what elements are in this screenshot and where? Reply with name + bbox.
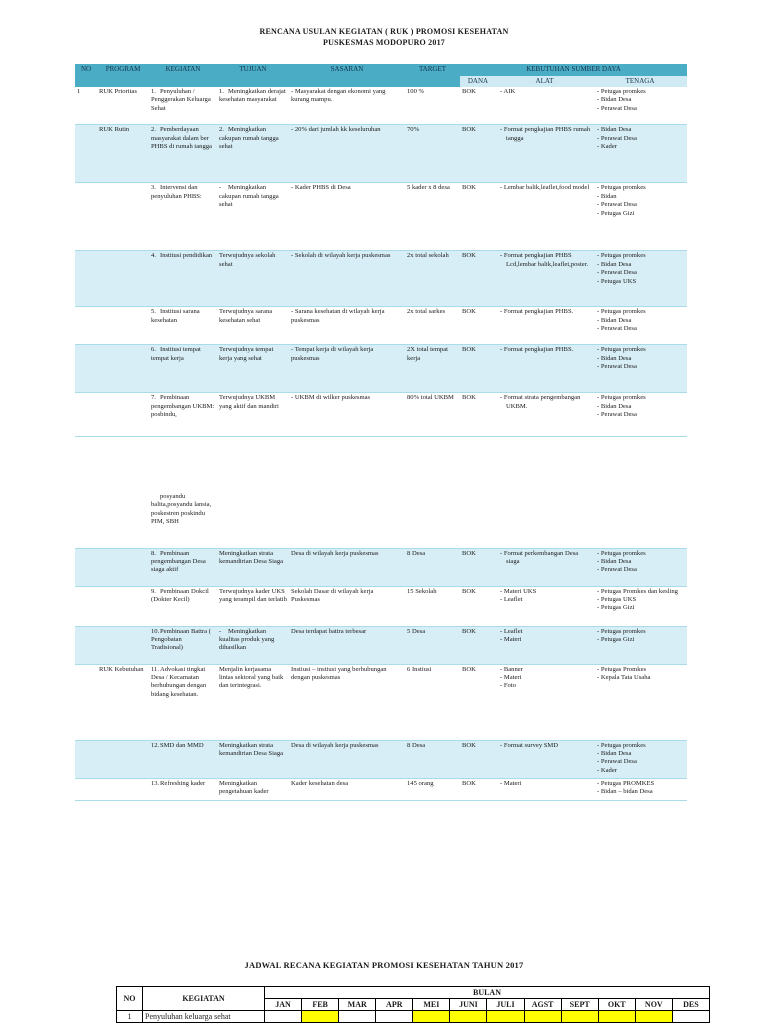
table-row bbox=[75, 626, 687, 664]
month-juli: JULI bbox=[487, 999, 524, 1011]
alat-item: - Format perkembangan Desa siaga bbox=[500, 549, 579, 565]
cell-sasaran: - Masyarakat dengan ekonomi yang kurang mampu. bbox=[289, 87, 405, 125]
cell-tujuan bbox=[217, 307, 289, 345]
alat-item: - Format pengkajian PHBS. bbox=[500, 308, 574, 316]
cell-program: RUK Kebutuhan bbox=[97, 664, 149, 740]
schedule-cell-filled bbox=[302, 1011, 339, 1023]
tujuan-text: Terwujudnya tempat kerja yang sehat bbox=[219, 346, 274, 362]
cell-tenaga bbox=[593, 183, 687, 251]
header-tenaga: TENAGA bbox=[593, 75, 687, 86]
cell-tujuan bbox=[217, 664, 289, 740]
table-row bbox=[75, 345, 687, 393]
schedule-cell-filled bbox=[635, 1011, 672, 1023]
tenaga-item: - Bidan Desa bbox=[597, 354, 632, 362]
table-row bbox=[75, 87, 687, 125]
cell-target: 100 % bbox=[405, 87, 460, 125]
kegiatan-text: Advokasi tingkat Desa / Kecamatan berhubungan dengan bidang kesehatan. bbox=[151, 665, 207, 698]
cell-no bbox=[75, 393, 97, 437]
tujuan-text: Terwujudnya sarana kesehatan sehat bbox=[219, 308, 273, 324]
header-dana: DANA bbox=[460, 75, 496, 86]
cell-tujuan bbox=[217, 251, 289, 307]
cell-tujuan bbox=[217, 626, 289, 664]
cell-no bbox=[75, 740, 97, 778]
tujuan-text: Meningkatkan cakupan rumah tangga sehat bbox=[219, 184, 279, 209]
cell-tenaga bbox=[593, 125, 687, 183]
kegiatan-number: 6. bbox=[151, 346, 156, 354]
header-kebutuhan: KEBUTUHAN SUMBER DAYA bbox=[460, 64, 687, 75]
kegiatan-number: 8. bbox=[151, 549, 156, 557]
tenaga-item: - Petugas promkes bbox=[597, 549, 646, 557]
schedule-header-bulan: BULAN bbox=[265, 987, 710, 999]
cell-tujuan bbox=[217, 778, 289, 800]
tenaga-item: - Petugas promkes bbox=[597, 394, 646, 402]
cell-program bbox=[97, 778, 149, 800]
schedule-cell-empty bbox=[376, 1011, 413, 1023]
kegiatan-number: 3. bbox=[151, 184, 156, 192]
tenaga-item: - Bidan bbox=[597, 192, 617, 200]
cell-dana: BOK bbox=[460, 183, 496, 251]
cell-dana bbox=[460, 492, 496, 548]
cell-tenaga bbox=[593, 586, 687, 626]
kegiatan-number: 1. bbox=[151, 87, 156, 95]
tenaga-item: - Perawat Desa bbox=[597, 104, 637, 112]
schedule-row-kegiatan: Penyuluhan keluarga sehat bbox=[143, 1011, 265, 1023]
alat-item: - Leaflet bbox=[500, 627, 523, 635]
cell-dana: BOK bbox=[460, 87, 496, 125]
cell-sasaran: Desa terdapat battra terbesar bbox=[289, 626, 405, 664]
cell-tenaga bbox=[593, 251, 687, 307]
schedule-cell-filled bbox=[598, 1011, 635, 1023]
cell-target: 8 Desa bbox=[405, 548, 460, 586]
ruk-table bbox=[75, 64, 687, 437]
cell-tenaga bbox=[593, 740, 687, 778]
tenaga-item: - Petugas Promkes dan kesling bbox=[597, 587, 678, 595]
tujuan-text: Meningkatkan cakupan rumah tangga sehat bbox=[219, 126, 279, 151]
kegiatan-number: 11. bbox=[151, 665, 159, 673]
alat-item: - Materi UKS bbox=[500, 587, 537, 595]
cell-dana: BOK bbox=[460, 548, 496, 586]
cell-tujuan bbox=[217, 87, 289, 125]
cell-target: 80% total UKBM bbox=[405, 393, 460, 437]
tujuan-text: Meningkatkan pengetahuan kader bbox=[219, 779, 269, 795]
tenaga-item: - Bidan Desa bbox=[597, 402, 632, 410]
cell-kegiatan bbox=[149, 492, 217, 548]
cell-dana: BOK bbox=[460, 664, 496, 740]
month-agst: AGST bbox=[524, 999, 561, 1011]
cell-tenaga bbox=[593, 548, 687, 586]
tenaga-item: - Bidan Desa bbox=[597, 316, 632, 324]
cell-tenaga bbox=[593, 307, 687, 345]
cell-program: RUK Prioritas bbox=[97, 87, 149, 125]
kegiatan-number: 7. bbox=[151, 394, 156, 402]
cell-tenaga bbox=[593, 778, 687, 800]
tujuan-text: Meningkatkan kualitas produk yang dihasilkan bbox=[219, 627, 275, 652]
cell-program bbox=[97, 307, 149, 345]
cell-target: 70% bbox=[405, 125, 460, 183]
cell-no bbox=[75, 586, 97, 626]
tenaga-item: - Kader bbox=[597, 143, 617, 151]
cell-target: 5 Desa bbox=[405, 626, 460, 664]
tenaga-item: - Bidan Desa bbox=[597, 260, 632, 268]
cell-alat bbox=[496, 251, 593, 307]
cell-target: 2x total sarkes bbox=[405, 307, 460, 345]
document-subtitle: PUSKESMAS MODOPURO 2017 bbox=[323, 38, 445, 47]
alat-item: - Format pengkajian PHBS. bbox=[500, 346, 574, 354]
tujuan-text: Terwujudnya sekolah sehat bbox=[219, 252, 276, 268]
alat-item: - Format strata pengembangan UKBM. bbox=[500, 394, 581, 410]
cell-alat bbox=[496, 87, 593, 125]
cell-tenaga bbox=[593, 345, 687, 393]
ruk-table-continued-body bbox=[75, 492, 687, 800]
kegiatan-text: Institusi sarana kesehatan bbox=[151, 308, 200, 324]
kegiatan-text: Refreshing kader bbox=[160, 779, 206, 787]
cell-kegiatan bbox=[149, 586, 217, 626]
tenaga-item: - Petugas promkes bbox=[597, 252, 646, 260]
tujuan-number: - bbox=[219, 627, 222, 635]
cell-no bbox=[75, 492, 97, 548]
month-okt: OKT bbox=[598, 999, 635, 1011]
month-mar: MAR bbox=[339, 999, 376, 1011]
tenaga-item: - Perawat Desa bbox=[597, 201, 637, 209]
cell-alat bbox=[496, 626, 593, 664]
cell-no bbox=[75, 251, 97, 307]
table-row bbox=[75, 307, 687, 345]
cell-sasaran: Desa di wilayah kerja puskesmas bbox=[289, 740, 405, 778]
tenaga-item: - Petugas promkes bbox=[597, 627, 646, 635]
kegiatan-text: Pemberdayaan masyarakat dalam ber PHBS di rumah tangga bbox=[151, 126, 212, 151]
kegiatan-text: posyandu balita,posyandu lansia, poskestren poskindu PIM, SBH bbox=[151, 493, 212, 526]
kegiatan-number: 4. bbox=[151, 252, 156, 260]
cell-program bbox=[97, 548, 149, 586]
cell-tujuan bbox=[217, 548, 289, 586]
cell-no: 1 bbox=[75, 87, 97, 125]
tujuan-text: Menjalin kerjasama lintas sektoral yang baik dan terintegrasi. bbox=[219, 665, 284, 690]
schedule-cell-filled bbox=[450, 1011, 487, 1023]
tujuan-text: Meningkatkan strata kemandirian Desa Siaga bbox=[219, 741, 284, 757]
kegiatan-text: Pembinaan pengembangan UKBM: posbindu, bbox=[151, 394, 215, 419]
kegiatan-text: Intervensi dan penyuluhan PHBS: bbox=[151, 184, 202, 200]
cell-alat bbox=[496, 586, 593, 626]
cell-sasaran: - Sekolah di wilayah kerja puskesmas bbox=[289, 251, 405, 307]
alat-item: - Banner bbox=[500, 665, 523, 673]
alat-item: - Format survey SMD bbox=[500, 741, 559, 749]
cell-dana: BOK bbox=[460, 345, 496, 393]
cell-tenaga bbox=[593, 87, 687, 125]
cell-alat bbox=[496, 183, 593, 251]
schedule-row-no: 1 bbox=[117, 1011, 143, 1023]
cell-tujuan bbox=[217, 492, 289, 548]
tenaga-item: - Perawat Desa bbox=[597, 134, 637, 142]
cell-target: 2X total tempat kerja bbox=[405, 345, 460, 393]
schedule-row bbox=[117, 1011, 710, 1023]
cell-kegiatan bbox=[149, 87, 217, 125]
kegiatan-text: Pembinaan pengembangan Desa siaga aktif bbox=[151, 549, 206, 574]
header-no: NO bbox=[75, 64, 97, 75]
cell-program: RUK Rutin bbox=[97, 125, 149, 183]
header-tujuan: TUJUAN bbox=[217, 64, 289, 75]
tenaga-item: - Petugas UKS bbox=[597, 277, 637, 285]
tenaga-item: - Petugas promkes bbox=[597, 87, 646, 95]
cell-kegiatan bbox=[149, 548, 217, 586]
tujuan-number: - bbox=[219, 184, 222, 192]
alat-item: - Format pengkajian PHBS Lcd,lembar balik,leaflet,poster. bbox=[500, 252, 589, 268]
alat-item: - Leaflet bbox=[500, 595, 523, 603]
tenaga-item: - Petugas promkes bbox=[597, 308, 646, 316]
document-title: RENCANA USULAN KEGIATAN ( RUK ) PROMOSI KESEHATAN bbox=[259, 27, 509, 36]
cell-program bbox=[97, 345, 149, 393]
cell-no bbox=[75, 548, 97, 586]
month-apr: APR bbox=[376, 999, 413, 1011]
cell-tenaga bbox=[593, 626, 687, 664]
cell-program bbox=[97, 183, 149, 251]
alat-item: - Format pengkajian PHBS rumah tangga bbox=[500, 126, 591, 142]
month-sept: SEPT bbox=[561, 999, 598, 1011]
kegiatan-text: Pembinaan Dokcil (Dokter Kecil) bbox=[151, 587, 209, 603]
tenaga-item: - Petugas promkes bbox=[597, 346, 646, 354]
cell-tujuan bbox=[217, 345, 289, 393]
tujuan-number: 1. bbox=[219, 87, 224, 95]
tujuan-text: Meningkatkan strata kemandirian Desa Siaga bbox=[219, 549, 284, 565]
header-target: TARGET bbox=[405, 64, 460, 75]
cell-no bbox=[75, 307, 97, 345]
header-blank bbox=[75, 75, 460, 86]
alat-item: - Foto bbox=[500, 682, 516, 690]
tenaga-item: - Perawat Desa bbox=[597, 758, 637, 766]
tenaga-item: - Perawat Desa bbox=[597, 411, 637, 419]
cell-alat bbox=[496, 393, 593, 437]
month-juni: JUNI bbox=[450, 999, 487, 1011]
cell-kegiatan bbox=[149, 251, 217, 307]
cell-tenaga bbox=[593, 492, 687, 548]
tenaga-item: - Bidan – bidan Desa bbox=[597, 787, 653, 795]
schedule-cell-empty bbox=[339, 1011, 376, 1023]
cell-kegiatan bbox=[149, 664, 217, 740]
header-kegiatan: KEGIATAN bbox=[149, 64, 217, 75]
cell-program bbox=[97, 740, 149, 778]
cell-dana: BOK bbox=[460, 251, 496, 307]
cell-program bbox=[97, 251, 149, 307]
alat-item: - AIK bbox=[500, 87, 516, 95]
month-nov: NOV bbox=[635, 999, 672, 1011]
schedule-cell-filled bbox=[413, 1011, 450, 1023]
table-row bbox=[75, 125, 687, 183]
cell-alat bbox=[496, 778, 593, 800]
cell-sasaran: - Kader PHBS di Desa bbox=[289, 183, 405, 251]
kegiatan-number: 12. bbox=[151, 741, 160, 749]
tenaga-item: - Perawat Desa bbox=[597, 269, 637, 277]
cell-sasaran: Instiusi – instiusi yang berhubungan dengan puskesmas bbox=[289, 664, 405, 740]
cell-sasaran: - UKBM di wilker puskesmas bbox=[289, 393, 405, 437]
alat-item: - Lembar balik,leaflet,food model bbox=[500, 184, 590, 192]
tenaga-item: - Bidan Desa bbox=[597, 96, 632, 104]
schedule-header-no: NO bbox=[117, 987, 143, 1011]
tenaga-item: - Perawat Desa bbox=[597, 566, 637, 574]
alat-item: - Materi bbox=[500, 635, 522, 643]
cell-program bbox=[97, 626, 149, 664]
cell-alat bbox=[496, 307, 593, 345]
cell-no bbox=[75, 345, 97, 393]
table-row bbox=[75, 586, 687, 626]
tenaga-item: - Bidan Desa bbox=[597, 749, 632, 757]
tenaga-item: - Petugas Gizi bbox=[597, 604, 635, 612]
tenaga-item: - Petugas PROMKES bbox=[597, 779, 655, 787]
alat-item: - Materi bbox=[500, 779, 522, 787]
cell-sasaran: Sekolah Dasar di wilayah kerja Puskesmas bbox=[289, 586, 405, 626]
schedule-cell-filled bbox=[524, 1011, 561, 1023]
tenaga-item: - Petugas promkes bbox=[597, 184, 646, 192]
cell-dana: BOK bbox=[460, 393, 496, 437]
cell-alat bbox=[496, 548, 593, 586]
cell-kegiatan bbox=[149, 183, 217, 251]
month-jan: JAN bbox=[265, 999, 302, 1011]
schedule-cell-filled bbox=[561, 1011, 598, 1023]
cell-no bbox=[75, 125, 97, 183]
tenaga-item: - Bidan Desa bbox=[597, 126, 632, 134]
cell-alat bbox=[496, 492, 593, 548]
cell-tujuan bbox=[217, 393, 289, 437]
cell-kegiatan bbox=[149, 778, 217, 800]
cell-tujuan bbox=[217, 740, 289, 778]
header-sasaran: SASARAN bbox=[289, 64, 405, 75]
tujuan-text: Terwujudnya UKBM yang aktif dan mandiri bbox=[219, 394, 279, 410]
cell-kegiatan bbox=[149, 307, 217, 345]
cell-no bbox=[75, 778, 97, 800]
tujuan-text: Terwujudnya kader UKS yang terampil dan terlatih bbox=[219, 587, 287, 603]
cell-sasaran: - Tempat kerja di wilayah kerja puskesmas bbox=[289, 345, 405, 393]
schedule-table bbox=[116, 986, 710, 1023]
cell-sasaran: Kader kesehatan desa bbox=[289, 778, 405, 800]
ruk-table-body bbox=[75, 87, 687, 437]
table-row bbox=[75, 492, 687, 548]
table-row bbox=[75, 664, 687, 740]
cell-target bbox=[405, 492, 460, 548]
cell-tenaga bbox=[593, 664, 687, 740]
kegiatan-text: Pembinaan Battra ( Pengobatan Tradisional) bbox=[151, 627, 211, 652]
cell-alat bbox=[496, 664, 593, 740]
cell-target: 2x total sekolah bbox=[405, 251, 460, 307]
alat-item: - Materi bbox=[500, 673, 522, 681]
cell-program bbox=[97, 586, 149, 626]
tenaga-item: - Petugas UKS bbox=[597, 595, 637, 603]
cell-sasaran bbox=[289, 492, 405, 548]
cell-no bbox=[75, 183, 97, 251]
cell-alat bbox=[496, 345, 593, 393]
schedule-cell-empty bbox=[265, 1011, 302, 1023]
month-feb: FEB bbox=[302, 999, 339, 1011]
kegiatan-number: 5. bbox=[151, 308, 156, 316]
kegiatan-text: Penyuluhan / Penggerakan Keluarga Sehat bbox=[151, 87, 211, 112]
cell-dana: BOK bbox=[460, 307, 496, 345]
tenaga-item: - Perawat Desa bbox=[597, 363, 637, 371]
cell-no bbox=[75, 664, 97, 740]
month-des: DES bbox=[672, 999, 709, 1011]
cell-target: 5 kader x 8 desa bbox=[405, 183, 460, 251]
tenaga-item: - Kader bbox=[597, 766, 617, 774]
table-row bbox=[75, 740, 687, 778]
tenaga-item: - Bidan Desa bbox=[597, 557, 632, 565]
tenaga-item: - Kepala Tata Usaha bbox=[597, 673, 651, 681]
cell-kegiatan bbox=[149, 740, 217, 778]
cell-dana: BOK bbox=[460, 125, 496, 183]
schedule-title: JADWAL RECANA KEGIATAN PROMOSI KESEHATAN TAHUN 2017 bbox=[244, 960, 524, 970]
table-row bbox=[75, 183, 687, 251]
table-row bbox=[75, 251, 687, 307]
cell-kegiatan bbox=[149, 393, 217, 437]
tujuan-number: 2. bbox=[219, 126, 224, 134]
cell-target: 15 Sekolah bbox=[405, 586, 460, 626]
ruk-table-continued bbox=[75, 492, 687, 801]
cell-tujuan bbox=[217, 125, 289, 183]
cell-kegiatan bbox=[149, 345, 217, 393]
tenaga-item: - Petugas Gizi bbox=[597, 209, 635, 217]
cell-target: 145 orang bbox=[405, 778, 460, 800]
kegiatan-number: 13. bbox=[151, 779, 160, 787]
header-alat: ALAT bbox=[496, 75, 593, 86]
cell-target: 6 Instiusi bbox=[405, 664, 460, 740]
kegiatan-number: 9. bbox=[151, 587, 156, 595]
cell-dana: BOK bbox=[460, 626, 496, 664]
cell-program bbox=[97, 393, 149, 437]
cell-kegiatan bbox=[149, 125, 217, 183]
schedule-cell-filled bbox=[487, 1011, 524, 1023]
cell-dana: BOK bbox=[460, 778, 496, 800]
kegiatan-number: 2. bbox=[151, 126, 156, 134]
tenaga-item: - Petugas Promkes bbox=[597, 665, 647, 673]
cell-tujuan bbox=[217, 586, 289, 626]
schedule-cell-empty bbox=[672, 1011, 709, 1023]
cell-tenaga bbox=[593, 393, 687, 437]
kegiatan-text: Institusi pendidikan bbox=[160, 252, 213, 260]
cell-kegiatan bbox=[149, 626, 217, 664]
schedule-header-kegiatan: KEGIATAN bbox=[143, 987, 265, 1011]
cell-sasaran: - Sarana kesehatan di wilayah kerja puskesmas bbox=[289, 307, 405, 345]
table-row bbox=[75, 548, 687, 586]
cell-sasaran: Desa di wilayah kerja puskesmas bbox=[289, 548, 405, 586]
tujuan-text: Meningkatkan derajat kesehatan masyarakat bbox=[219, 87, 286, 104]
tenaga-item: - Petugas promkes bbox=[597, 741, 646, 749]
table-row bbox=[75, 778, 687, 800]
header-program: PROGRAM bbox=[97, 64, 149, 75]
kegiatan-text: Institusi tempat tempat kerja bbox=[151, 346, 201, 362]
cell-alat bbox=[496, 125, 593, 183]
cell-no bbox=[75, 626, 97, 664]
cell-alat bbox=[496, 740, 593, 778]
cell-dana: BOK bbox=[460, 586, 496, 626]
tenaga-item: - Perawat Desa bbox=[597, 325, 637, 333]
cell-target: 8 Desa bbox=[405, 740, 460, 778]
kegiatan-number: 10. bbox=[151, 627, 160, 635]
kegiatan-text: SMD dan MMD bbox=[160, 741, 204, 749]
cell-sasaran: - 20% dari jumlah kk keseluruhan bbox=[289, 125, 405, 183]
month-mei: MEI bbox=[413, 999, 450, 1011]
cell-program bbox=[97, 492, 149, 548]
cell-tujuan bbox=[217, 183, 289, 251]
tenaga-item: - Petugas Gizi bbox=[597, 635, 635, 643]
cell-dana: BOK bbox=[460, 740, 496, 778]
table-row bbox=[75, 393, 687, 437]
